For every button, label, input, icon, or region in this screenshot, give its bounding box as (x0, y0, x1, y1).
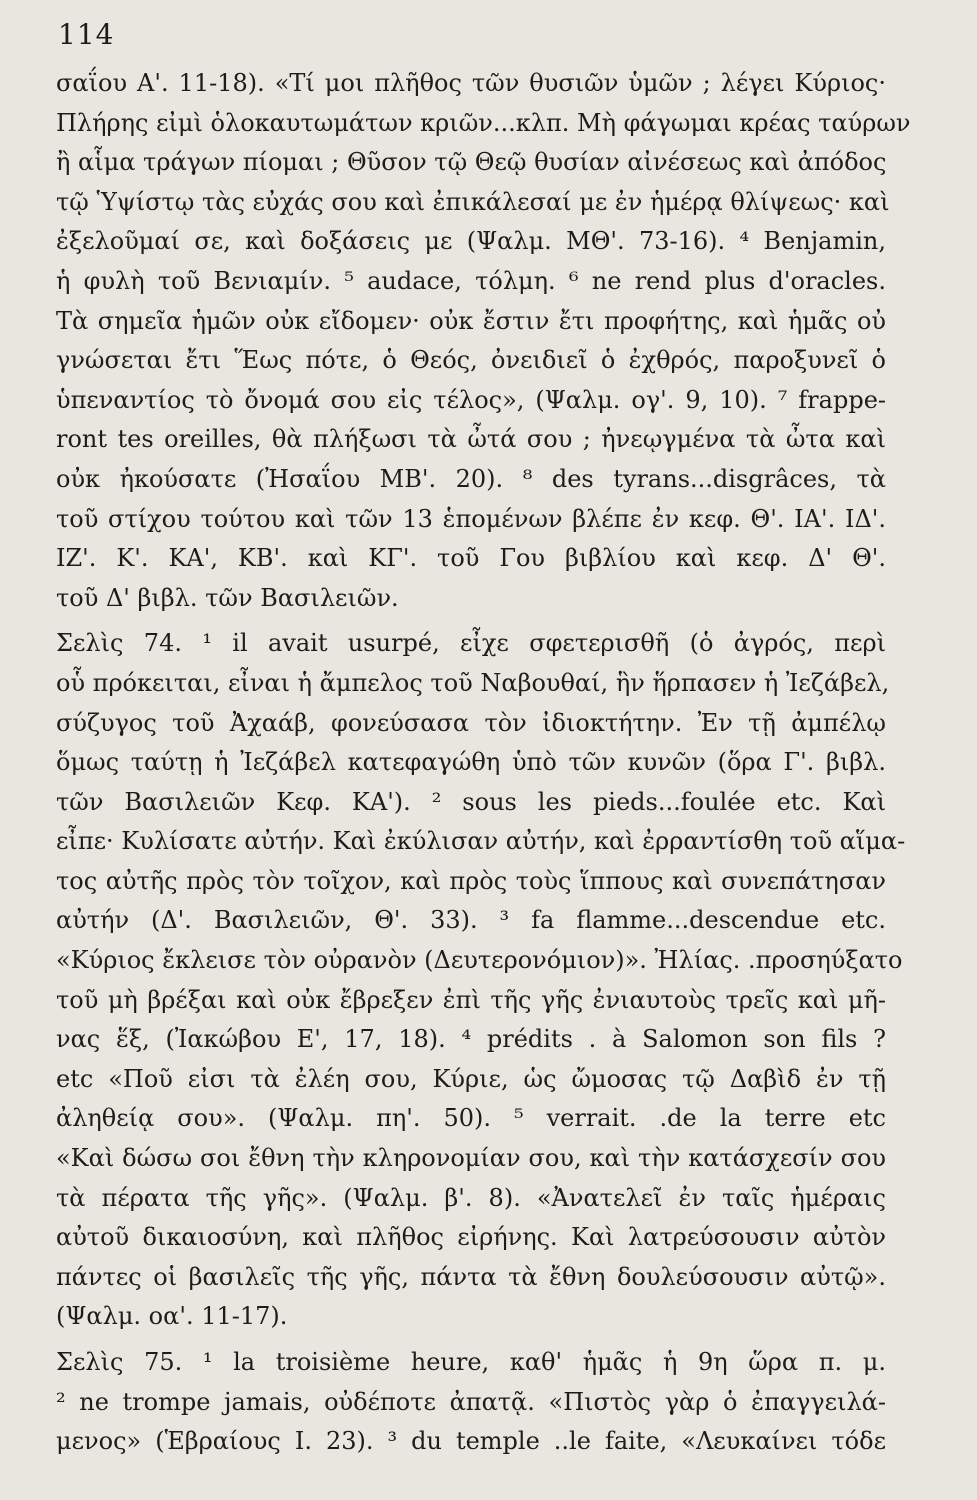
text-line: ΙΖ'. Κ'. ΚΑ', ΚΒ'. καὶ ΚΓ'. τοῦ Γου βιβλίου καὶ κεφ. Δ' Θ'. (56, 544, 886, 573)
text-line: νας ἕξ, (Ἰακώβου Ε', 17, 18). ⁴ prédits . à Salomon son fils ? (56, 1025, 886, 1054)
text-line: ront tes oreilles, θὰ πλήξωσι τὰ ὦτά σου ; ἠνεῳγμένα τὰ ὦτα καὶ (56, 425, 886, 454)
text-line: τοῦ στίχου τούτου καὶ τῶν 13 ἑπομένων βλέπε ἐν κεφ. Θ'. ΙΑ'. ΙΔ'. (56, 504, 886, 533)
page-number: 114 (58, 18, 115, 51)
text-line: ἡ φυλὴ τοῦ Βενιαμίν. ⁵ audace, τόλμη. ⁶ ne rend plus d'oracles. (56, 266, 886, 295)
text-line: etc «Ποῦ εἰσι τὰ ἐλέη σου, Κύριε, ὡς ὤμοσας τῷ Δαβὶδ ἐν τῇ (56, 1064, 886, 1093)
text-line: αὐτοῦ δικαιοσύνη, καὶ πλῆθος εἰρήνης. Καὶ λατρεύσουσιν αὐτὸν (56, 1223, 886, 1252)
body-text (56, 64, 911, 1462)
text-line: ἢ αἷμα τράγων πίομαι ; Θῦσον τῷ Θεῷ θυσίαν αἰνέσεως καὶ ἀπόδος (56, 148, 887, 177)
text-line: αὐτήν (Δ'. Βασιλειῶν, Θ'. 33). ³ fa flamme...descendue etc. (56, 906, 886, 935)
text-line: «Κύριος ἔκλεισε τὸν οὐρανὸν (Δευτερονόμιον)». Ἠλίας. .προσηύξατο (56, 946, 903, 975)
text-line: ὅμως ταύτῃ ἡ Ἰεζάβελ κατεφαγώθη ὑπὸ τῶν κυνῶν (ὅρα Γ'. βιβλ. (56, 748, 886, 777)
text-line: ² ne trompe jamais, οὐδέποτε ἀπατᾷ. «Πιστὸς γὰρ ὁ ἐπαγγειλά- (56, 1387, 886, 1416)
text-line: τῶν Βασιλειῶν Κεφ. ΚΑ'). ² sous les pieds...foulée etc. Καὶ (56, 787, 886, 816)
text-line: τοῦ μὴ βρέξαι καὶ οὐκ ἔβρεξεν ἐπὶ τῆς γῆς ἐνιαυτοὺς τρεῖς καὶ μῆ- (56, 985, 886, 1014)
text-line: τῷ Ὑψίστῳ τὰς εὐχάς σου καὶ ἐπικάλεσαί με ἐν ἡμέρᾳ θλίψεως· καὶ (56, 187, 890, 216)
text-line: σύζυγος τοῦ Ἀχαάβ, φονεύσασα τὸν ἰδιοκτήτην. Ἐν τῇ ἀμπέλῳ (56, 708, 886, 737)
text-line: οὗ πρόκειται, εἶναι ἡ ἄμπελος τοῦ Ναβουθαί, ἣν ἥρπασεν ἡ Ἰεζάβελ, (56, 668, 890, 697)
text-line: ὑπεναντίος τὸ ὄνομά σου εἰς τέλος», (Ψαλμ. ογ'. 9, 10). ⁷ frappe- (56, 385, 886, 414)
section-heading-line: Σελὶς 75. ¹ la troisième heure, καθ' ἡμᾶς ἡ 9η ὥρα π. μ. (56, 1348, 886, 1376)
text-line: Τὰ σημεῖα ἡμῶν οὐκ εἴδομεν· οὐκ ἔστιν ἔτι προφήτης, καὶ ἡμᾶς οὐ (56, 306, 886, 335)
text-line: οὐκ ἠκούσατε (Ἠσαΐου ΜΒ'. 20). ⁸ des tyrans...disgrâces, τὰ (56, 464, 886, 493)
text-line: Πλήρης εἰμὶ ὁλοκαυτωμάτων κριῶν...κλπ. Μὴ φάγωμαι κρέας ταύρων (56, 108, 911, 137)
text-line: τος αὐτῆς πρὸς τὸν τοῖχον, καὶ πρὸς τοὺς ἵππους καὶ συνεπάτησαν (56, 866, 886, 895)
text-line: ἐξελοῦμαί σε, καὶ δοξάσεις με (Ψαλμ. ΜΘ'. 73-16). ⁴ Benjamin, (56, 227, 886, 256)
text-line: (Ψαλμ. οα'. 11-17). (56, 1302, 288, 1331)
text-line: μενος» (Ἑβραίους Ι. 23). ³ du temple ..le faite, «Λευκαίνει τόδε (56, 1427, 886, 1456)
text-line: σαΐου Α'. 11-18). «Τί μοι πλῆθος τῶν θυσιῶν ὑμῶν ; λέγει Κύριος· (56, 69, 886, 97)
text-line: πάντες οἱ βασιλεῖς τῆς γῆς, πάντα τὰ ἔθνη δουλεύσουσιν αὐτῷ». (56, 1262, 886, 1291)
text-line: τοῦ Δ' βιβλ. τῶν Βασιλειῶν. (56, 583, 399, 612)
section-heading-line: Σελὶς 74. ¹ il avait usurpé, εἶχε σφετερισθῆ (ὁ ἀγρός, περὶ (56, 629, 886, 658)
text-line: εἶπε· Κυλίσατε αὐτήν. Καὶ ἐκύλισαν αὐτήν, καὶ ἐρραντίσθη τοῦ αἵμα- (56, 827, 906, 856)
text-line: γνώσεται ἔτι Ἕως πότε, ὁ Θεός, ὀνειδιεῖ ὁ ἐχθρός, παροξυνεῖ ὁ (56, 346, 886, 375)
text-line: «Καὶ δώσω σοι ἔθνη τὴν κληρονομίαν σου, καὶ τὴν κατάσχεσίν σου (56, 1144, 886, 1173)
text-line: ἀληθείᾳ σου». (Ψαλμ. πη'. 50). ⁵ verrait. .de la terre etc (56, 1104, 886, 1133)
text-line: τὰ πέρατα τῆς γῆς». (Ψαλμ. β'. 8). «Ἀνατελεῖ ἐν ταῖς ἡμέραις (56, 1183, 886, 1212)
